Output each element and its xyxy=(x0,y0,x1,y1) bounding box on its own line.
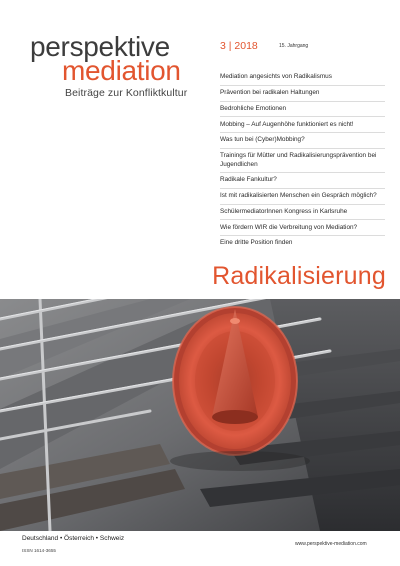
cover-headline: Radikalisierung xyxy=(212,262,386,290)
toc-item: Bedrohliche Emotionen xyxy=(220,101,385,117)
footer-countries: Deutschland • Österreich • Schweiz xyxy=(22,535,125,542)
toc-item: Was tun bei (Cyber)Mobbing? xyxy=(220,132,385,148)
toc-item: Wie fördern WIR die Verbreitung von Mediation? xyxy=(220,219,385,235)
megaphone-on-stairs-photo xyxy=(0,299,400,531)
cover-photo xyxy=(0,299,400,531)
volume-label: 15. Jahrgang xyxy=(279,43,309,49)
issue-number: 3 | 2018 xyxy=(220,40,258,52)
footer-issn: ISSN 1614-3655 xyxy=(22,548,56,553)
toc-item: Mobbing – Auf Augenhöhe funktioniert es nicht! xyxy=(220,116,385,132)
toc-item: Eine dritte Position finden xyxy=(220,235,385,251)
table-of-contents xyxy=(220,70,385,251)
toc-item: Trainings für Mütter und Radikalisierungsprävention bei Jugendlichen xyxy=(220,148,385,172)
toc-item: Prävention bei radikalen Haltungen xyxy=(220,85,385,101)
logo-subtitle: Beiträge zur Konfliktkultur xyxy=(65,87,188,99)
toc-item: SchülermediatorInnen Kongress in Karlsruhe xyxy=(220,204,385,220)
logo-top: perspektive xyxy=(30,31,170,62)
toc-item: Ist mit radikalisierten Menschen ein Gespräch möglich? xyxy=(220,188,385,204)
website-link[interactable]: www.perspektive-mediation.com xyxy=(295,541,367,547)
toc-item: Mediation angesichts von Radikalismus xyxy=(220,73,332,81)
toc-item: Radikale Fankultur? xyxy=(220,172,385,188)
logo-bottom: mediation xyxy=(62,55,181,86)
